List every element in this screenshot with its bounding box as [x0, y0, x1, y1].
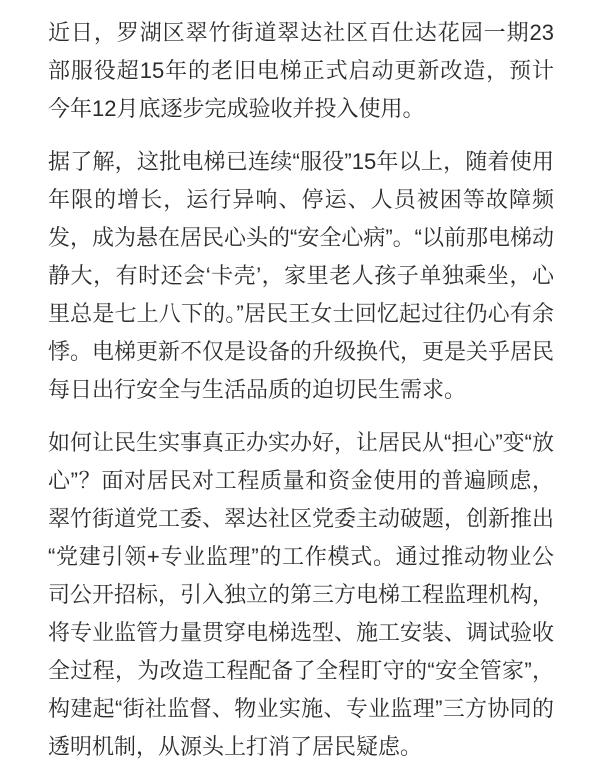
article-paragraph: 近日，罗湖区翠竹街道翠达社区百仕达花园一期23部服役超15年的老旧电梯正式启动更新改造，预计今年12月底逐步完成验收并投入使用。 [48, 20, 554, 121]
article-paragraph: 如何让民生实事真正办实办好，让居民从“担心”变“放心”？面对居民对工程质量和资金使用的普遍顾虑，翠竹街道党工委、翠达社区党委主动破题，创新推出“党建引领+专业监理”的工作模式。通过推动物业公司公开招标，引入独立的第三方电梯工程监理机构，将专业监管力量贯穿电梯选型、施工安装、调试验收全过程，为改造工程配备了全程盯守的“安全管家”，构建起“街社监督、物业实施、专业监理”三方协同的透明机制，从源头上打消了居民疑虑。 [48, 430, 555, 759]
article-paragraph: 据了解，这批电梯已连续“服役”15年以上，随着使用年限的增长，运行异响、停运、人员被困等故障频发，成为悬在居民心头的“安全心病”。“以前那电梯动静大，有时还会‘卡壳’，家里老人孩子单独乘坐，心里总是七上八下的。”居民王女士回忆起过往仍心有余悸。电梯更新不仅是设备的升级换代，更是关乎居民每日出行安全与生活品质的迫切民生需求。 [48, 149, 555, 402]
article-body [48, 14, 554, 766]
